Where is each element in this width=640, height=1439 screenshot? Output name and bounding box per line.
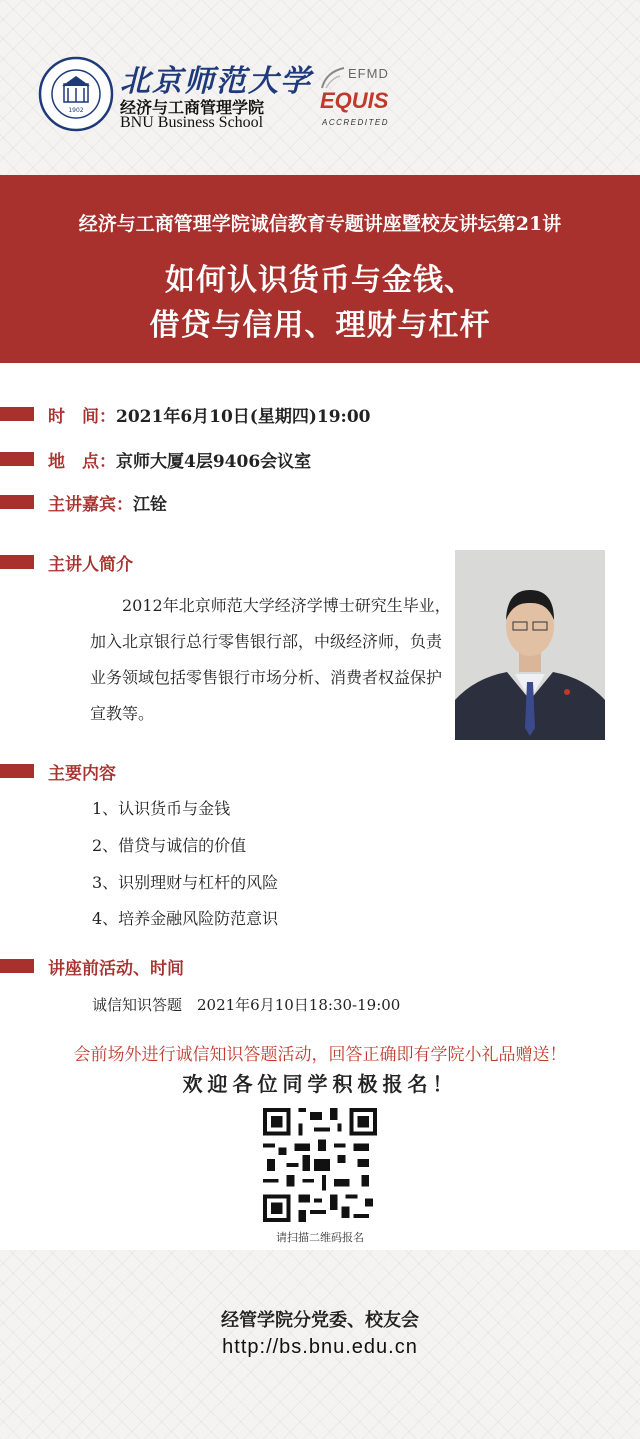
welcome-text: 欢迎各位同学积极报名！	[182, 1072, 458, 1096]
notice-text: 会前场外进行诚信知识答题活动，回答正确即有学院小礼品赠送！	[73, 1045, 567, 1065]
time-value: 2021年6月10日(星期四)19:00	[116, 406, 371, 427]
footer-organizer: 经管学院分党委、校友会	[221, 1310, 419, 1331]
content-item: 2、借贷与诚信的价值	[92, 836, 247, 855]
bullet-bar	[0, 555, 34, 569]
content-heading: 主要内容	[48, 763, 116, 784]
content-item: 4、培养金融风险防范意识	[92, 909, 279, 928]
equis-label: EQUIS	[320, 88, 389, 113]
bullet-bar	[0, 452, 34, 466]
place-row	[0, 445, 311, 473]
bullet-bar	[0, 495, 34, 509]
pre-activity-detail: 诚信知识答题 2021年6月10日18:30-19:00	[92, 996, 401, 1014]
speaker-intro-heading-row	[0, 548, 133, 576]
pre-activity-heading-row	[0, 952, 184, 980]
time-label: 时 间：	[48, 406, 116, 427]
speaker-intro-heading: 主讲人简介	[48, 554, 133, 575]
university-seal-icon	[38, 56, 114, 132]
bullet-bar	[0, 959, 34, 973]
header	[0, 0, 640, 175]
footer-url-link[interactable]: http://bs.bnu.edu.cn	[222, 1336, 418, 1358]
speaker-intro-text: 2012年北京师范大学经济学博士研究生毕业，加入北京银行总行零售银行部，中级经济师，负责业务领域包括零售银行市场分析、消费者权益保护宣教等。	[90, 596, 451, 723]
efmd-label: EFMD	[348, 66, 389, 81]
equis-logo	[318, 60, 418, 135]
main-title-line1: 如何认识货币与金钱、	[165, 263, 475, 298]
svg-text:1902: 1902	[68, 107, 84, 114]
footer	[0, 1250, 640, 1439]
bullet-bar	[0, 407, 34, 421]
accredited-label: ACCREDITED	[322, 118, 390, 127]
speaker-row	[0, 488, 167, 516]
speaker-name: 江铨	[133, 494, 167, 515]
series-title: 经济与工商管理学院诚信教育专题讲座暨校友讲坛第21讲	[78, 213, 562, 235]
qr-caption: 请扫描二维码报名	[276, 1231, 364, 1244]
school-name-en: BNU Business School	[120, 114, 264, 131]
content-item: 3、识别理财与杠杆的风险	[92, 873, 279, 892]
speaker-label: 主讲嘉宾：	[48, 494, 133, 515]
place-value: 京师大厦4层9406会议室	[116, 451, 312, 472]
equis-swoosh-icon	[318, 66, 346, 90]
school-name-cn: 经济与工商管理学院	[120, 98, 265, 117]
speaker-photo	[455, 550, 605, 740]
content-item: 1、认识货币与金钱	[92, 799, 231, 818]
qr-code-icon[interactable]	[263, 1108, 377, 1222]
content-heading-row	[0, 757, 116, 785]
bullet-bar	[0, 764, 34, 778]
main-title-line2: 借贷与信用、理财与杠杆	[149, 308, 491, 343]
place-label: 地 点：	[48, 451, 116, 472]
time-row	[0, 400, 370, 428]
university-name-cn: 北京师范大学	[120, 64, 312, 99]
title-banner	[0, 175, 640, 363]
pre-activity-heading: 讲座前活动、时间	[48, 958, 184, 979]
